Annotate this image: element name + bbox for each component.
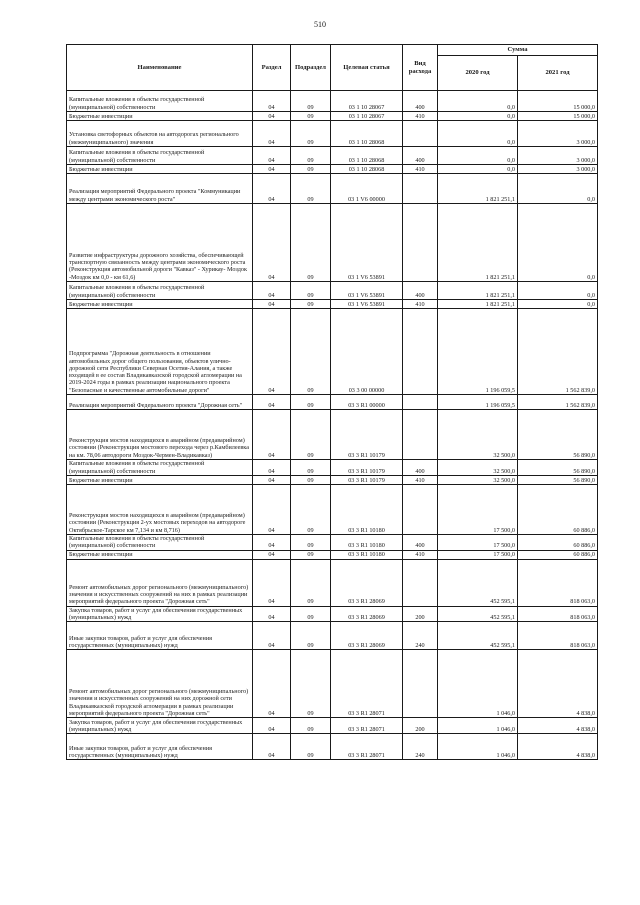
- row-subsection: 09: [291, 550, 331, 559]
- row-section: 04: [253, 535, 291, 551]
- row-subsection: 09: [291, 395, 331, 410]
- row-section: 04: [253, 282, 291, 300]
- row-section: 04: [253, 718, 291, 734]
- table-row: [67, 535, 598, 551]
- table-row: [67, 395, 598, 410]
- row-section: 04: [253, 300, 291, 309]
- row-sum-2021: 4 838,0: [518, 734, 598, 760]
- row-sum-2020: 1 046,0: [438, 734, 518, 760]
- row-subsection: 09: [291, 282, 331, 300]
- row-sum-2020: 452 595,1: [438, 606, 518, 622]
- row-name: Реконструкция мостов находящихся в аварийном (предаварийном) состоянии (Реконструкция мостового перехода через р.Камбилеевка на км. 78,06 автодороги Моздок-Чермен-Владикавказ): [67, 410, 253, 460]
- row-sum-2021: 60 886,0: [518, 535, 598, 551]
- row-target: 03 1 10 28068: [331, 121, 403, 147]
- row-subsection: 09: [291, 460, 331, 476]
- row-target: 03 3 R1 10179: [331, 410, 403, 460]
- row-section: 04: [253, 309, 291, 395]
- row-expense-type: [403, 204, 438, 282]
- table-row: [67, 300, 598, 309]
- row-sum-2020: 1 196 059,5: [438, 395, 518, 410]
- row-sum-2020: 32 500,0: [438, 476, 518, 485]
- row-sum-2021: 60 886,0: [518, 485, 598, 535]
- row-expense-type: [403, 559, 438, 606]
- row-subsection: 09: [291, 174, 331, 204]
- header-subsection: Подраздел: [291, 45, 331, 91]
- row-expense-type: 240: [403, 622, 438, 650]
- row-expense-type: 200: [403, 718, 438, 734]
- row-section: 04: [253, 121, 291, 147]
- row-sum-2021: 56 890,0: [518, 460, 598, 476]
- table-body: [67, 91, 598, 760]
- header-year-2020: 2020 год: [438, 56, 518, 91]
- page-number: 510: [314, 20, 326, 29]
- row-section: 04: [253, 204, 291, 282]
- row-name: Подпрограмма "Дорожная деятельность в отношении автомобильных дорог общего пользования, объектов улично-дорожной сети Республики Северная Осетия-Алания, а также входящей в ее состав Владикавказской городской агломерации на 2019-2024 годы в рамках реализации национального проекта "Безопасные и качественные автомобильные дороги": [67, 309, 253, 395]
- row-section: 04: [253, 606, 291, 622]
- row-subsection: 09: [291, 734, 331, 760]
- row-name: Закупка товаров, работ и услуг для обеспечения государственных (муниципальных) нужд: [67, 606, 253, 622]
- row-subsection: 09: [291, 165, 331, 174]
- row-section: 04: [253, 395, 291, 410]
- row-target: 03 3 R1 28069: [331, 606, 403, 622]
- row-expense-type: 400: [403, 147, 438, 165]
- row-name: Бюджетные инвестиции: [67, 476, 253, 485]
- row-sum-2020: 32 500,0: [438, 460, 518, 476]
- row-sum-2021: 3 000,0: [518, 121, 598, 147]
- row-section: 04: [253, 91, 291, 112]
- row-target: 03 3 R1 10179: [331, 476, 403, 485]
- row-target: 03 1 V6 53891: [331, 204, 403, 282]
- row-expense-type: [403, 410, 438, 460]
- row-sum-2020: 1 821 251,1: [438, 282, 518, 300]
- row-name: Развитие инфраструктуры дорожного хозяйства, обеспечивающей транспортную связанность между центрами экономического роста (Реконструкция автомобильной дороги "Кавказ" - Хурикау- Моздок -Моздок км 0,0 - км 61,6): [67, 204, 253, 282]
- row-name: Капитальные вложения в объекты государственной (муниципальной) собственности: [67, 282, 253, 300]
- table-row: [67, 476, 598, 485]
- row-target: 03 1 10 28068: [331, 165, 403, 174]
- row-subsection: 09: [291, 112, 331, 121]
- row-subsection: 09: [291, 410, 331, 460]
- row-target: 03 3 R1 28071: [331, 734, 403, 760]
- row-section: 04: [253, 476, 291, 485]
- row-subsection: 09: [291, 476, 331, 485]
- header-sum: Сумма: [438, 45, 598, 56]
- row-subsection: 09: [291, 300, 331, 309]
- row-sum-2021: 56 890,0: [518, 476, 598, 485]
- row-target: 03 3 R1 28069: [331, 622, 403, 650]
- table-row: [67, 410, 598, 460]
- row-section: 04: [253, 410, 291, 460]
- row-target: 03 3 R1 28071: [331, 718, 403, 734]
- row-sum-2020: 0,0: [438, 165, 518, 174]
- row-subsection: 09: [291, 622, 331, 650]
- row-sum-2020: 452 595,1: [438, 559, 518, 606]
- row-target: 03 3 R1 28071: [331, 650, 403, 718]
- row-sum-2020: 17 500,0: [438, 535, 518, 551]
- table-row: [67, 622, 598, 650]
- row-target: 03 3 R1 10180: [331, 550, 403, 559]
- row-target: 03 3 R1 28069: [331, 559, 403, 606]
- table-row: [67, 91, 598, 112]
- table-row: [67, 112, 598, 121]
- row-sum-2021: 56 890,0: [518, 410, 598, 460]
- row-sum-2020: 1 046,0: [438, 718, 518, 734]
- row-expense-type: 400: [403, 460, 438, 476]
- row-subsection: 09: [291, 121, 331, 147]
- row-sum-2021: 818 063,0: [518, 622, 598, 650]
- row-sum-2021: 15 000,0: [518, 91, 598, 112]
- row-target: 03 1 10 28067: [331, 112, 403, 121]
- row-target: 03 1 10 28068: [331, 147, 403, 165]
- row-name: Ремонт автомобильных дорог регионального (межмуниципального) значения и искусственных сооружений на них в рамках реализации мероприятий федерального проекта "Дорожная сеть": [67, 559, 253, 606]
- row-sum-2021: 15 000,0: [518, 112, 598, 121]
- row-target: 03 3 R1 10179: [331, 460, 403, 476]
- table-row: [67, 204, 598, 282]
- row-target: 03 1 V6 00000: [331, 174, 403, 204]
- table-row: [67, 650, 598, 718]
- table-header: [67, 45, 598, 91]
- row-target: 03 3 00 00000: [331, 309, 403, 395]
- row-subsection: 09: [291, 535, 331, 551]
- row-name: Бюджетные инвестиции: [67, 300, 253, 309]
- row-section: 04: [253, 650, 291, 718]
- row-name: Капитальные вложения в объекты государственной (муниципальной) собственности: [67, 535, 253, 551]
- row-name: Бюджетные инвестиции: [67, 165, 253, 174]
- row-expense-type: [403, 174, 438, 204]
- header-target: Целевая статья: [331, 45, 403, 91]
- table-row: [67, 174, 598, 204]
- row-name: Реализация мероприятий Федерального проекта "Коммуникации между центрами экономического роста": [67, 174, 253, 204]
- row-name: Закупка товаров, работ и услуг для обеспечения государственных (муниципальных) нужд: [67, 718, 253, 734]
- row-sum-2020: 1 821 251,1: [438, 300, 518, 309]
- row-target: 03 3 R1 10180: [331, 535, 403, 551]
- row-sum-2021: 0,0: [518, 204, 598, 282]
- row-section: 04: [253, 622, 291, 650]
- row-name: Реализация мероприятий Федерального проекта "Дорожная сеть": [67, 395, 253, 410]
- row-sum-2020: 452 595,1: [438, 622, 518, 650]
- row-sum-2020: 1 821 251,1: [438, 174, 518, 204]
- row-expense-type: 240: [403, 734, 438, 760]
- row-subsection: 09: [291, 559, 331, 606]
- row-sum-2020: 17 500,0: [438, 485, 518, 535]
- row-sum-2021: 0,0: [518, 300, 598, 309]
- table-row: [67, 559, 598, 606]
- table-row: [67, 165, 598, 174]
- row-section: 04: [253, 112, 291, 121]
- row-expense-type: 200: [403, 606, 438, 622]
- row-subsection: 09: [291, 650, 331, 718]
- row-expense-type: 410: [403, 476, 438, 485]
- table-row: [67, 550, 598, 559]
- table-row: [67, 460, 598, 476]
- row-name: Реконструкция мостов находящихся в аварийном (предаварийном) состоянии (Реконструкция 2-ух мостовых переходов на автодороге Октябрьское-Тарское км 7,134 и км 8,716): [67, 485, 253, 535]
- row-section: 04: [253, 559, 291, 606]
- row-name: Иные закупки товаров, работ и услуг для обеспечения государственных (муниципальных) нужд: [67, 734, 253, 760]
- row-section: 04: [253, 550, 291, 559]
- row-sum-2020: 0,0: [438, 112, 518, 121]
- row-sum-2021: 1 562 839,0: [518, 395, 598, 410]
- row-section: 04: [253, 174, 291, 204]
- row-name: Капитальные вложения в объекты государственной (муниципальной) собственности: [67, 91, 253, 112]
- row-sum-2021: 4 838,0: [518, 650, 598, 718]
- row-expense-type: 410: [403, 550, 438, 559]
- table-row: [67, 282, 598, 300]
- row-sum-2020: 1 821 251,1: [438, 204, 518, 282]
- row-section: 04: [253, 165, 291, 174]
- row-target: 03 3 R1 00000: [331, 395, 403, 410]
- row-section: 04: [253, 734, 291, 760]
- table-row: [67, 309, 598, 395]
- row-target: 03 1 V6 53891: [331, 282, 403, 300]
- row-expense-type: 400: [403, 535, 438, 551]
- budget-table: [66, 44, 598, 760]
- row-sum-2021: 60 886,0: [518, 550, 598, 559]
- row-sum-2020: 1 196 059,5: [438, 309, 518, 395]
- header-section: Раздел: [253, 45, 291, 91]
- row-expense-type: 410: [403, 300, 438, 309]
- row-target: 03 3 R1 10180: [331, 485, 403, 535]
- header-name: Наименование: [67, 45, 253, 91]
- row-sum-2020: 17 500,0: [438, 550, 518, 559]
- row-sum-2020: 0,0: [438, 91, 518, 112]
- row-sum-2021: 1 562 839,0: [518, 309, 598, 395]
- row-subsection: 09: [291, 718, 331, 734]
- header-year-2021: 2021 год: [518, 56, 598, 91]
- row-sum-2020: 32 500,0: [438, 410, 518, 460]
- table-row: [67, 485, 598, 535]
- row-sum-2020: 0,0: [438, 121, 518, 147]
- row-name: Иные закупки товаров, работ и услуг для обеспечения государственных (муниципальных) нужд: [67, 622, 253, 650]
- row-target: 03 1 V6 53891: [331, 300, 403, 309]
- row-section: 04: [253, 460, 291, 476]
- row-sum-2021: 818 063,0: [518, 606, 598, 622]
- row-section: 04: [253, 485, 291, 535]
- header-expense-type: Вид расхода: [403, 45, 438, 91]
- table-row: [67, 606, 598, 622]
- row-sum-2021: 4 838,0: [518, 718, 598, 734]
- row-subsection: 09: [291, 204, 331, 282]
- row-expense-type: [403, 395, 438, 410]
- row-expense-type: [403, 121, 438, 147]
- row-sum-2021: 0,0: [518, 282, 598, 300]
- row-subsection: 09: [291, 309, 331, 395]
- table-row: [67, 147, 598, 165]
- row-section: 04: [253, 147, 291, 165]
- row-name: Установка светофорных объектов на автодорогах регионального (межмуниципального) значения: [67, 121, 253, 147]
- row-expense-type: [403, 309, 438, 395]
- row-subsection: 09: [291, 485, 331, 535]
- row-expense-type: [403, 485, 438, 535]
- row-expense-type: 400: [403, 91, 438, 112]
- table-row: [67, 121, 598, 147]
- row-name: Капитальные вложения в объекты государственной (муниципальной) собственности: [67, 460, 253, 476]
- row-subsection: 09: [291, 606, 331, 622]
- row-subsection: 09: [291, 147, 331, 165]
- row-sum-2020: 1 046,0: [438, 650, 518, 718]
- row-expense-type: 410: [403, 165, 438, 174]
- row-sum-2020: 0,0: [438, 147, 518, 165]
- row-expense-type: 410: [403, 112, 438, 121]
- table-row: [67, 718, 598, 734]
- row-subsection: 09: [291, 91, 331, 112]
- row-sum-2021: 3 000,0: [518, 165, 598, 174]
- row-sum-2021: 3 000,0: [518, 147, 598, 165]
- row-expense-type: [403, 650, 438, 718]
- table-row: [67, 734, 598, 760]
- row-expense-type: 400: [403, 282, 438, 300]
- row-name: Бюджетные инвестиции: [67, 112, 253, 121]
- row-name: Бюджетные инвестиции: [67, 550, 253, 559]
- row-target: 03 1 10 28067: [331, 91, 403, 112]
- row-name: Ремонт автомобильных дорог регионального (межмуниципального) значения и искусственных сооружений на них дорожной сети Владикавказской городской агломерации в рамках реализации мероприятий федерального проекта "Дорожная сеть": [67, 650, 253, 718]
- row-sum-2021: 0,0: [518, 174, 598, 204]
- row-sum-2021: 818 063,0: [518, 559, 598, 606]
- row-name: Капитальные вложения в объекты государственной (муниципальной) собственности: [67, 147, 253, 165]
